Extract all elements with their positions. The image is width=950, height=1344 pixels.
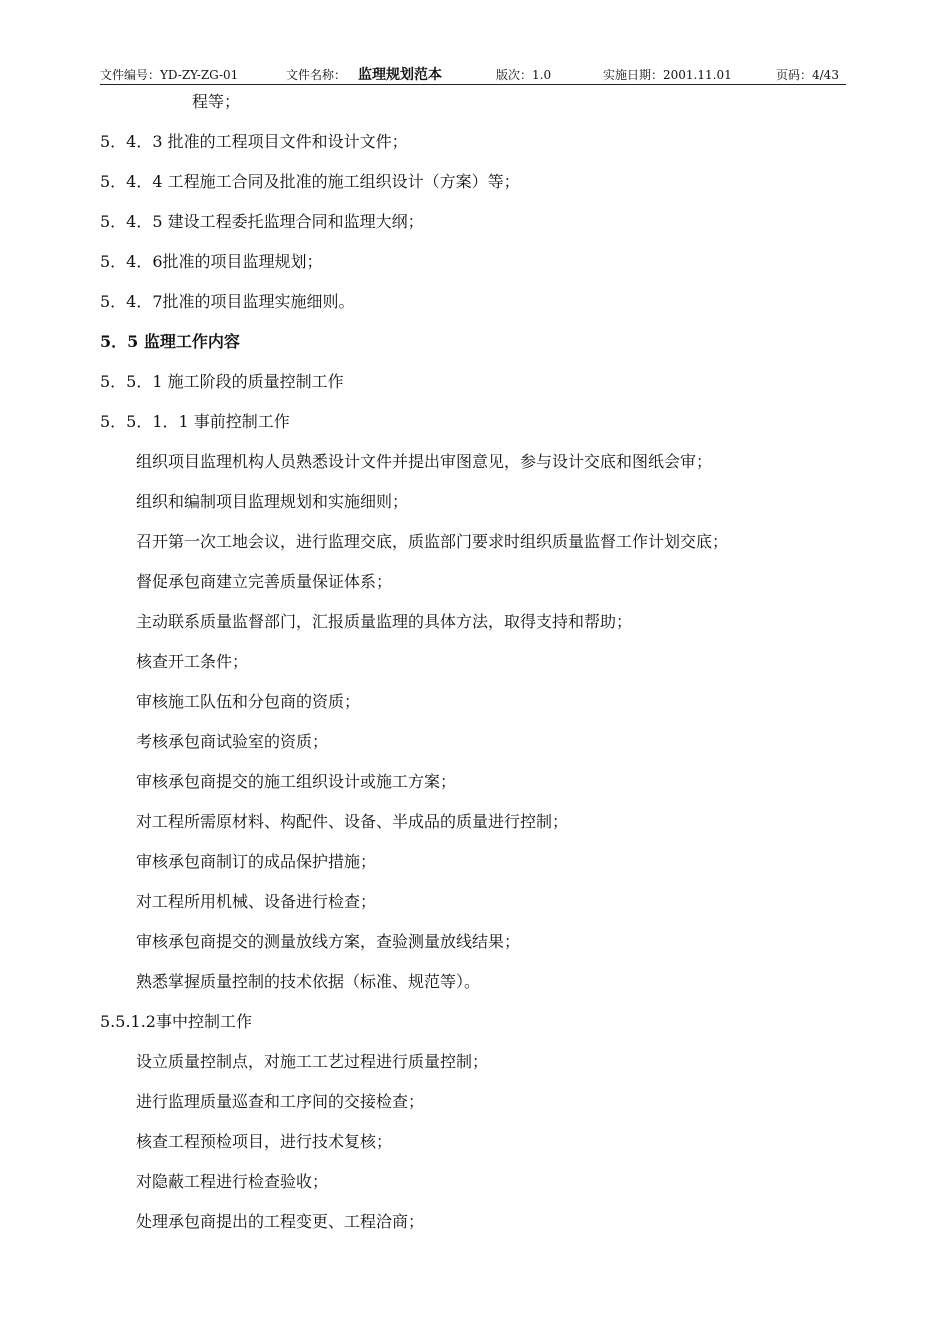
list-item: 5．4．6批准的项目监理规划； — [100, 252, 323, 271]
list-item: 主动联系质量监督部门，汇报质量监理的具体方法，取得支持和帮助； — [136, 612, 633, 631]
doc-version: 版次：1.0 — [496, 68, 552, 82]
list-item: 5．4．5 建设工程委托监理合同和监理大纲； — [100, 212, 424, 231]
list-item: 召开第一次工地会议，进行监理交底，质监部门要求时组织质量监督工作计划交底； — [136, 532, 729, 551]
list-item: 5．4．7批准的项目监理实施细则。 — [100, 292, 355, 311]
list-item: 审核施工队伍和分包商的资质； — [136, 692, 361, 711]
subsection-heading: 5．5．1．1 事前控制工作 — [100, 412, 290, 431]
list-item: 5．4．3 批准的工程项目文件和设计文件； — [100, 132, 408, 151]
list-item: 对隐蔽工程进行检查验收； — [136, 1172, 329, 1191]
list-item: 审核承包商提交的施工组织设计或施工方案； — [136, 772, 457, 791]
page-number: 页码：4/43 — [776, 68, 839, 82]
list-item: 处理承包商提出的工程变更、工程洽商； — [136, 1212, 425, 1231]
page-header — [100, 64, 846, 85]
subsection-heading: 5.5.1.2事中控制工作 — [100, 1012, 252, 1031]
list-item: 对工程所需原材料、构配件、设备、半成品的质量进行控制； — [136, 812, 569, 831]
doc-date: 实施日期：2001.11.01 — [603, 68, 732, 82]
list-item: 考核承包商试验室的资质； — [136, 732, 329, 751]
list-item: 组织和编制项目监理规划和实施细则； — [136, 492, 409, 511]
list-item: 核查工程预检项目，进行技术复核； — [136, 1132, 393, 1151]
continuation-text: 程等； — [192, 92, 241, 111]
list-item: 核查开工条件； — [136, 652, 249, 671]
list-item: 组织项目监理机构人员熟悉设计文件并提出审图意见，参与设计交底和图纸会审； — [136, 452, 713, 471]
list-item: 审核承包商提交的测量放线方案，查验测量放线结果； — [136, 932, 521, 951]
doc-number: 文件编号：YD-ZY-ZG-01 — [100, 68, 239, 82]
list-item: 对工程所用机械、设备进行检查； — [136, 892, 377, 911]
list-item: 督促承包商建立完善质量保证体系； — [136, 572, 393, 591]
list-item: 审核承包商制订的成品保护措施； — [136, 852, 377, 871]
doc-name-label: 文件名称： — [286, 68, 347, 82]
doc-name: 监理规划范本 — [358, 67, 442, 83]
list-item: 设立质量控制点，对施工工艺过程进行质量控制； — [136, 1052, 489, 1071]
subsection-heading: 5．5．1 施工阶段的质量控制工作 — [100, 372, 344, 391]
list-item: 5．4．4 工程施工合同及批准的施工组织设计（方案）等； — [100, 172, 520, 191]
list-item: 进行监理质量巡查和工序间的交接检查； — [136, 1092, 425, 1111]
list-item: 熟悉掌握质量控制的技术依据（标准、规范等）。 — [136, 972, 481, 991]
section-heading: 5．5 监理工作内容 — [100, 332, 240, 351]
